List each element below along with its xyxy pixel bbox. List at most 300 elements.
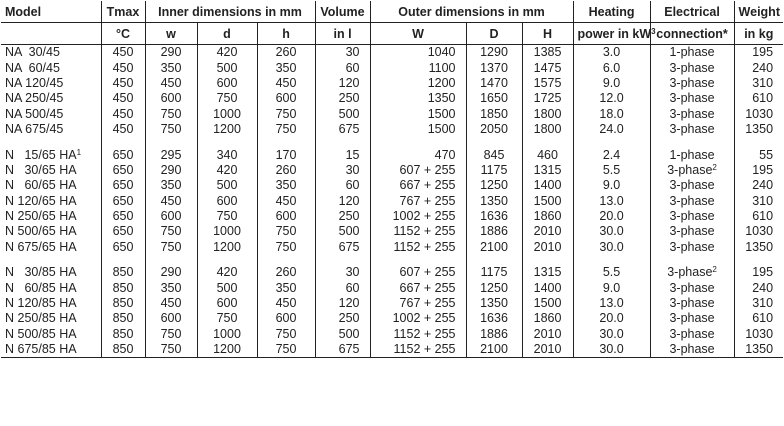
cell-inner-h — [257, 107, 315, 122]
cell-tmax — [101, 240, 145, 255]
cell-inner-d — [197, 342, 257, 358]
cell-heating-text: 2.4 — [602, 147, 621, 162]
spacer-cell — [370, 137, 466, 147]
cell-electrical-text: 3-phase — [669, 296, 715, 311]
cell-model — [1, 311, 101, 326]
cell-inner-d — [197, 280, 257, 295]
cell-heating-text: 9.0 — [602, 178, 621, 193]
cell-electrical — [650, 194, 734, 209]
cell-outer-h — [522, 178, 573, 193]
header-heating-unit — [573, 23, 656, 45]
cell-inner-d-text: 420 — [216, 162, 238, 177]
spacer-cell — [734, 137, 783, 147]
cell-heating-text: 20.0 — [599, 311, 624, 326]
cell-model — [1, 296, 101, 311]
cell-inner-d — [197, 240, 257, 255]
header-inner-w: w — [145, 23, 197, 45]
cell-model — [1, 122, 101, 137]
cell-tmax-text: 650 — [112, 162, 134, 177]
cell-inner-w — [145, 311, 197, 326]
cell-volume-text: 250 — [338, 91, 360, 106]
cell-inner-w-text: 750 — [160, 342, 182, 357]
cell-heating-text: 18.0 — [599, 106, 624, 121]
cell-tmax-text: 850 — [112, 311, 134, 326]
cell-outer-h — [522, 122, 573, 137]
cell-volume-text: 15 — [345, 147, 360, 162]
cell-outer-h-text: 1800 — [533, 106, 562, 121]
cell-inner-h-text: 750 — [275, 106, 297, 121]
cell-weight-text: 310 — [752, 75, 774, 90]
cell-tmax — [101, 311, 145, 326]
header-model: Model — [1, 1, 101, 23]
cell-outer-w-text: 607 + 255 — [399, 162, 456, 177]
cell-inner-h — [257, 91, 315, 106]
cell-inner-w-text: 295 — [160, 147, 182, 162]
spacer-cell — [466, 255, 522, 265]
spacer-cell — [573, 255, 650, 265]
cell-model — [1, 60, 101, 75]
cell-model-text: N 60/65 HA — [5, 178, 77, 193]
cell-tmax-text: 450 — [112, 122, 134, 137]
cell-heating — [573, 60, 650, 75]
spacer-cell — [1, 137, 101, 147]
cell-volume — [315, 311, 370, 326]
spacer-cell — [197, 137, 257, 147]
cell-outer-d-text: 1636 — [480, 311, 508, 326]
cell-outer-w-text: 1040 — [427, 45, 456, 60]
cell-volume — [315, 45, 370, 61]
cell-volume — [315, 342, 370, 358]
cell-inner-w — [145, 265, 197, 280]
cell-volume-text: 60 — [345, 60, 360, 75]
cell-weight — [734, 178, 783, 193]
cell-outer-h — [522, 107, 573, 122]
cell-volume — [315, 280, 370, 295]
cell-inner-w — [145, 280, 197, 295]
cell-tmax-text: 450 — [112, 45, 134, 60]
cell-electrical-text: 3-phase — [669, 75, 715, 90]
table-row — [1, 327, 783, 342]
cell-weight-text: 195 — [752, 162, 774, 177]
cell-inner-w — [145, 163, 197, 178]
cell-inner-h — [257, 178, 315, 193]
cell-outer-w-text: 1002 + 255 — [392, 209, 456, 224]
cell-tmax-text: 650 — [112, 147, 134, 162]
header-volume: Volume — [315, 1, 370, 23]
cell-inner-w-text: 350 — [160, 280, 182, 295]
heating-unit-text: power in kW — [577, 26, 652, 41]
table-row — [1, 311, 783, 326]
cell-tmax — [101, 178, 145, 193]
cell-inner-h-text: 750 — [275, 342, 297, 357]
header-tmax-unit: °C — [101, 23, 145, 45]
cell-inner-h — [257, 45, 315, 61]
cell-heating — [573, 122, 650, 137]
cell-inner-h-text: 260 — [275, 265, 297, 280]
cell-inner-w-text: 750 — [160, 122, 182, 137]
cell-model-text: N 15/65 HA — [5, 147, 77, 162]
cell-inner-h — [257, 60, 315, 75]
cell-inner-h-text: 350 — [275, 178, 297, 193]
cell-outer-w — [370, 107, 466, 122]
cell-outer-d — [466, 163, 522, 178]
cell-inner-d-text: 1200 — [213, 342, 241, 357]
cell-outer-d — [466, 311, 522, 326]
cell-outer-w — [370, 122, 466, 137]
cell-outer-d — [466, 178, 522, 193]
spacer-cell — [145, 255, 197, 265]
cell-electrical — [650, 91, 734, 106]
cell-inner-w — [145, 76, 197, 91]
cell-outer-h-text: 1575 — [533, 75, 562, 90]
spacer-cell — [370, 255, 466, 265]
cell-electrical-text: 3-phase — [669, 122, 715, 137]
cell-inner-d — [197, 265, 257, 280]
cell-outer-d-text: 1370 — [480, 60, 508, 75]
cell-inner-w-text: 600 — [160, 209, 182, 224]
cell-inner-h-text: 750 — [275, 326, 297, 341]
cell-weight-text: 1030 — [745, 326, 774, 341]
cell-weight — [734, 60, 783, 75]
cell-inner-d — [197, 224, 257, 239]
cell-heating-text: 9.0 — [602, 75, 621, 90]
cell-outer-w — [370, 163, 466, 178]
cell-tmax-text: 850 — [112, 342, 134, 357]
cell-inner-h-text: 750 — [275, 239, 297, 254]
cell-model — [1, 342, 101, 358]
cell-weight — [734, 76, 783, 91]
cell-electrical-text: 3-phase — [669, 60, 715, 75]
cell-inner-d — [197, 76, 257, 91]
cell-electrical-text: 3-phase — [669, 209, 715, 224]
cell-inner-w-text: 600 — [160, 311, 182, 326]
cell-model — [1, 209, 101, 224]
cell-weight-text: 1350 — [745, 239, 774, 254]
cell-outer-h — [522, 265, 573, 280]
cell-model-text: NA 675/45 — [5, 122, 64, 137]
cell-inner-d-text: 600 — [216, 193, 238, 208]
cell-model-text: N 675/65 HA — [5, 239, 77, 254]
cell-weight — [734, 311, 783, 326]
cell-electrical-text: 3-phase — [669, 193, 715, 208]
cell-outer-w-text: 607 + 255 — [399, 265, 456, 280]
cell-volume-text: 500 — [338, 224, 360, 239]
cell-volume — [315, 122, 370, 137]
cell-outer-d — [466, 296, 522, 311]
cell-outer-w-text: 767 + 255 — [399, 296, 456, 311]
cell-model-text: N 675/85 HA — [5, 342, 77, 357]
cell-outer-d-text: 1290 — [480, 45, 508, 60]
cell-volume — [315, 296, 370, 311]
header-heating: Heating — [573, 1, 650, 23]
cell-inner-h-text: 450 — [275, 75, 297, 90]
cell-outer-w — [370, 224, 466, 239]
cell-electrical — [650, 240, 734, 255]
cell-outer-w-text: 767 + 255 — [399, 193, 456, 208]
cell-inner-w-text: 750 — [160, 224, 182, 239]
cell-tmax-text: 650 — [112, 193, 134, 208]
cell-weight — [734, 296, 783, 311]
cell-outer-h-text: 2010 — [533, 342, 562, 357]
cell-weight — [734, 209, 783, 224]
cell-weight-text: 610 — [752, 91, 774, 106]
cell-volume-text: 675 — [338, 122, 360, 137]
cell-heating — [573, 147, 650, 162]
cell-inner-d-text: 600 — [216, 296, 238, 311]
cell-outer-d — [466, 107, 522, 122]
cell-volume — [315, 60, 370, 75]
cell-outer-w-text: 1100 — [428, 60, 456, 75]
cell-inner-h — [257, 327, 315, 342]
cell-inner-w — [145, 342, 197, 358]
cell-outer-h — [522, 45, 573, 61]
cell-volume — [315, 194, 370, 209]
cell-electrical — [650, 342, 734, 358]
cell-inner-d — [197, 178, 257, 193]
cell-inner-w — [145, 147, 197, 162]
cell-model-text: NA 30/45 — [5, 45, 60, 60]
cell-weight — [734, 194, 783, 209]
cell-inner-d-text: 500 — [216, 60, 238, 75]
header-tmax: Tmax — [101, 1, 145, 23]
spacer-cell — [650, 137, 734, 147]
cell-tmax — [101, 280, 145, 295]
cell-volume-text: 120 — [338, 193, 360, 208]
cell-model-text: N 250/65 HA — [5, 209, 77, 224]
cell-weight-text: 240 — [752, 280, 774, 295]
cell-outer-d-text: 1175 — [480, 265, 508, 280]
cell-outer-w — [370, 327, 466, 342]
cell-model-text: N 500/85 HA — [5, 326, 77, 341]
cell-volume-text: 120 — [338, 75, 360, 90]
cell-inner-w-text: 450 — [160, 296, 182, 311]
cell-outer-w — [370, 240, 466, 255]
cell-volume-text: 250 — [338, 311, 360, 326]
cell-electrical-text: 1-phase — [669, 147, 715, 162]
cell-heating — [573, 342, 650, 358]
cell-weight-text: 610 — [752, 209, 774, 224]
cell-model-text: N 500/65 HA — [5, 224, 77, 239]
cell-heating — [573, 280, 650, 295]
cell-weight-text: 1030 — [745, 224, 774, 239]
header-outer-w: W — [370, 23, 466, 45]
cell-outer-w-text: 1350 — [427, 91, 456, 106]
header-row-2 — [1, 23, 783, 45]
header-inner-d: d — [197, 23, 257, 45]
cell-model — [1, 163, 101, 178]
cell-outer-d-text: 1650 — [480, 91, 508, 106]
cell-inner-d — [197, 327, 257, 342]
cell-tmax — [101, 91, 145, 106]
cell-inner-h-text: 350 — [275, 280, 297, 295]
cell-inner-h-text: 260 — [275, 45, 297, 60]
cell-weight — [734, 240, 783, 255]
cell-inner-d — [197, 122, 257, 137]
cell-outer-w-text: 1500 — [427, 122, 456, 137]
cell-inner-d — [197, 60, 257, 75]
cell-weight-text: 310 — [752, 193, 774, 208]
table-row — [1, 265, 783, 280]
cell-tmax — [101, 296, 145, 311]
header-electrical-unit: connection* — [650, 23, 734, 45]
cell-inner-w — [145, 60, 197, 75]
cell-inner-d — [197, 296, 257, 311]
cell-outer-d — [466, 327, 522, 342]
cell-outer-d-text: 2100 — [480, 239, 508, 254]
cell-inner-w — [145, 296, 197, 311]
cell-outer-h — [522, 240, 573, 255]
cell-weight — [734, 280, 783, 295]
cell-tmax — [101, 194, 145, 209]
cell-inner-d — [197, 45, 257, 61]
cell-inner-h — [257, 280, 315, 295]
table-row — [1, 296, 783, 311]
heating-footnote-mark: 3 — [651, 26, 656, 36]
cell-electrical — [650, 280, 734, 295]
cell-volume-text: 250 — [338, 209, 360, 224]
cell-inner-h — [257, 76, 315, 91]
cell-model-text: NA 60/45 — [5, 60, 60, 75]
cell-volume — [315, 265, 370, 280]
cell-inner-d-text: 600 — [216, 75, 238, 90]
cell-outer-h — [522, 194, 573, 209]
cell-inner-w-text: 350 — [160, 60, 182, 75]
cell-weight-text: 240 — [752, 60, 774, 75]
cell-heating-text: 13.0 — [599, 193, 624, 208]
cell-inner-w-text: 450 — [160, 75, 182, 90]
cell-weight — [734, 147, 783, 162]
cell-tmax — [101, 224, 145, 239]
cell-model — [1, 91, 101, 106]
header-volume-unit: in l — [315, 23, 370, 45]
cell-outer-h-text: 1500 — [533, 193, 562, 208]
cell-volume — [315, 240, 370, 255]
group-spacer — [1, 255, 783, 265]
cell-tmax-text: 450 — [112, 106, 134, 121]
spacer-cell — [257, 255, 315, 265]
cell-volume-text: 500 — [338, 106, 360, 121]
cell-model-text: NA 120/45 — [5, 75, 64, 90]
cell-electrical — [650, 178, 734, 193]
table-row — [1, 178, 783, 193]
cell-inner-h-text: 600 — [275, 209, 297, 224]
cell-inner-w — [145, 327, 197, 342]
cell-volume — [315, 163, 370, 178]
cell-electrical-text: 3-phase — [669, 326, 715, 341]
cell-electrical-text: 3-phase — [669, 311, 715, 326]
cell-inner-d-text: 500 — [216, 280, 238, 295]
header-inner-h: h — [257, 23, 315, 45]
cell-tmax-text: 850 — [112, 326, 134, 341]
cell-inner-w — [145, 178, 197, 193]
table-row — [1, 122, 783, 137]
cell-inner-d-text: 1000 — [213, 326, 241, 341]
spacer-cell — [257, 137, 315, 147]
cell-weight-text: 1350 — [745, 342, 774, 357]
cell-outer-w — [370, 209, 466, 224]
cell-outer-w — [370, 91, 466, 106]
cell-inner-h-text: 170 — [275, 147, 297, 162]
footnote-mark: 2 — [712, 265, 717, 275]
cell-heating — [573, 311, 650, 326]
cell-heating — [573, 107, 650, 122]
cell-tmax — [101, 107, 145, 122]
spacer-cell — [466, 137, 522, 147]
cell-inner-h-text: 750 — [275, 224, 297, 239]
cell-outer-w-text: 470 — [434, 147, 456, 162]
cell-outer-d-text: 1250 — [480, 280, 508, 295]
table-row — [1, 60, 783, 75]
cell-outer-h — [522, 91, 573, 106]
table-row — [1, 107, 783, 122]
cell-outer-d — [466, 342, 522, 358]
cell-weight — [734, 327, 783, 342]
cell-weight — [734, 224, 783, 239]
cell-volume-text: 675 — [338, 239, 360, 254]
cell-weight-text: 195 — [752, 265, 774, 280]
cell-outer-d — [466, 280, 522, 295]
cell-weight — [734, 163, 783, 178]
cell-heating-text: 9.0 — [602, 280, 621, 295]
cell-inner-h — [257, 147, 315, 162]
cell-outer-w — [370, 194, 466, 209]
cell-weight-text: 610 — [752, 311, 774, 326]
cell-weight — [734, 107, 783, 122]
cell-inner-h — [257, 240, 315, 255]
cell-weight-text: 1350 — [745, 122, 774, 137]
header-inner-dimensions: Inner dimensions in mm — [145, 1, 315, 23]
cell-model — [1, 178, 101, 193]
cell-heating — [573, 163, 650, 178]
cell-outer-w — [370, 311, 466, 326]
cell-electrical-text: 3-phase — [669, 224, 715, 239]
cell-volume — [315, 327, 370, 342]
cell-heating-text: 5.5 — [602, 162, 621, 177]
cell-inner-h-text: 450 — [275, 193, 297, 208]
cell-tmax — [101, 122, 145, 137]
cell-outer-d — [466, 209, 522, 224]
cell-outer-w — [370, 280, 466, 295]
cell-inner-d — [197, 194, 257, 209]
cell-tmax — [101, 265, 145, 280]
table-row — [1, 45, 783, 61]
table-row — [1, 76, 783, 91]
cell-outer-d — [466, 76, 522, 91]
cell-tmax-text: 650 — [112, 239, 134, 254]
cell-electrical — [650, 296, 734, 311]
cell-tmax — [101, 60, 145, 75]
cell-model-text: NA 250/45 — [5, 91, 64, 106]
table-body — [1, 45, 783, 358]
cell-outer-h — [522, 296, 573, 311]
spacer-cell — [573, 137, 650, 147]
cell-outer-h-text: 1500 — [533, 296, 562, 311]
table-row — [1, 209, 783, 224]
cell-heating — [573, 327, 650, 342]
cell-heating — [573, 45, 650, 61]
cell-heating — [573, 265, 650, 280]
cell-outer-d — [466, 265, 522, 280]
cell-outer-h — [522, 224, 573, 239]
cell-inner-d-text: 1000 — [213, 106, 241, 121]
cell-outer-h — [522, 60, 573, 75]
cell-inner-h — [257, 342, 315, 358]
cell-volume — [315, 224, 370, 239]
cell-outer-h-text: 1860 — [533, 311, 562, 326]
cell-outer-d — [466, 147, 522, 162]
spacer-cell — [315, 255, 370, 265]
cell-electrical-text: 3-phase — [669, 280, 715, 295]
